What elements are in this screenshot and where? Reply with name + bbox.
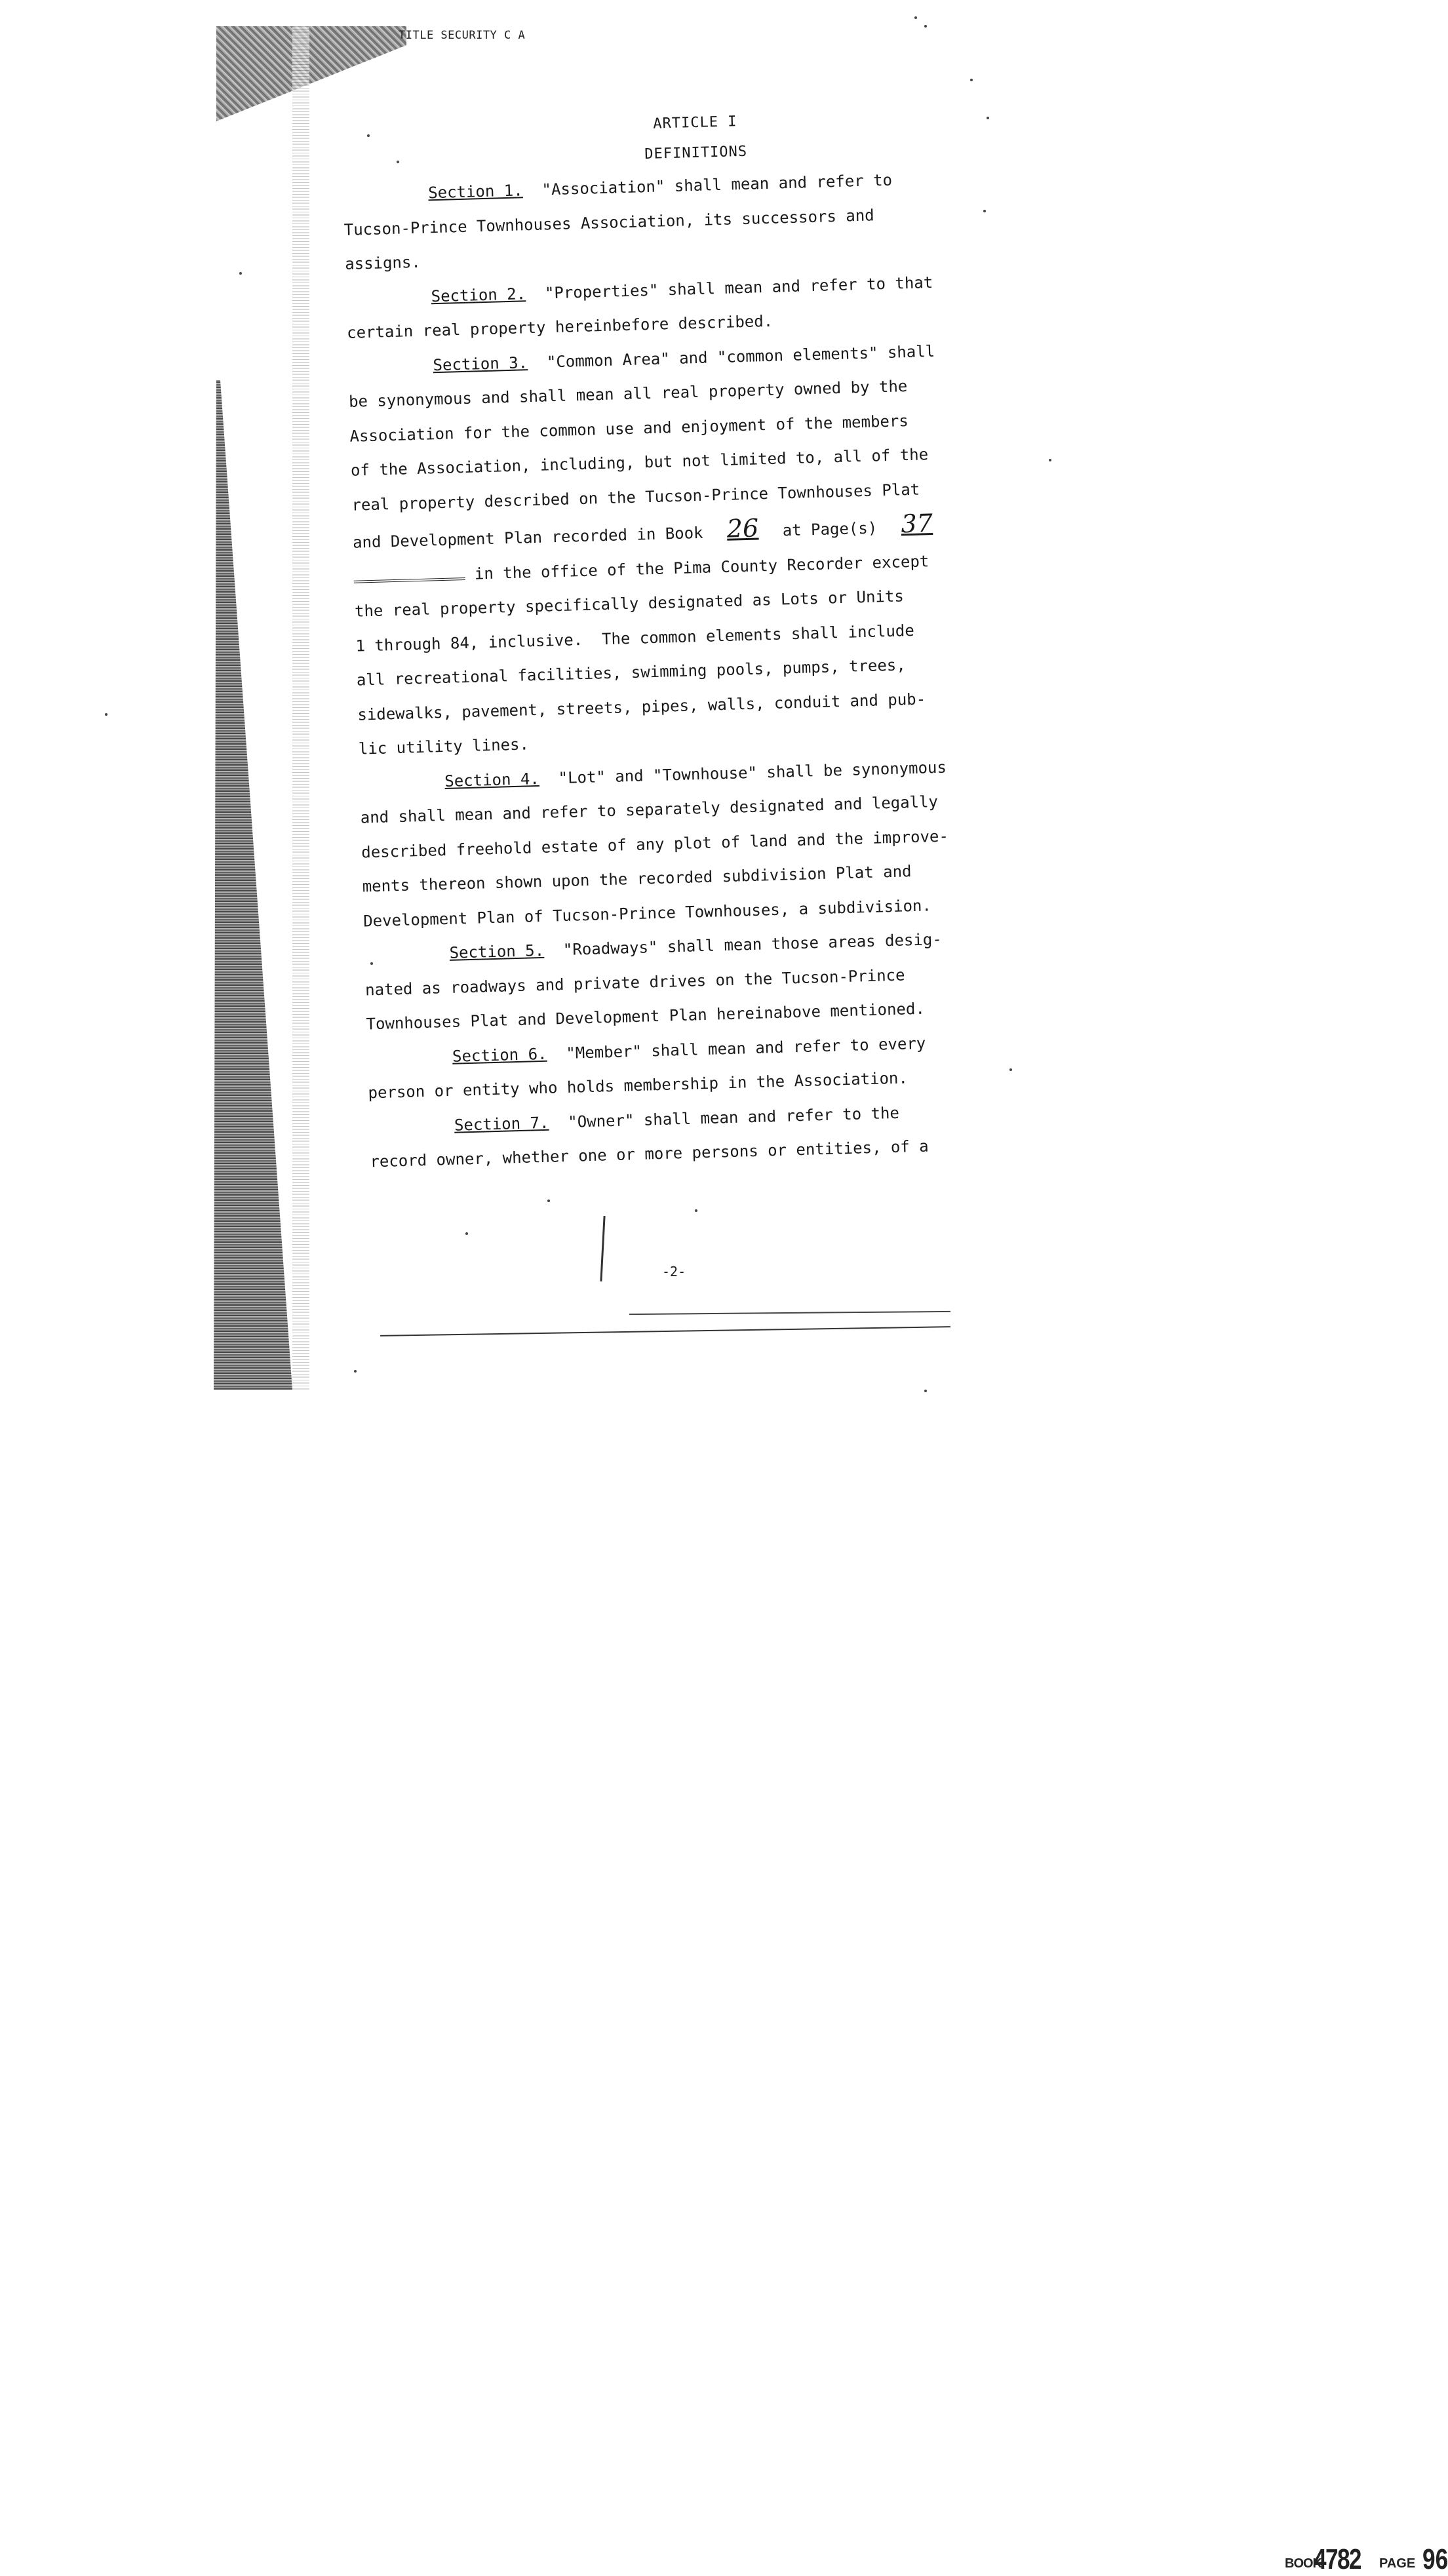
vertical-pen-mark (600, 1216, 605, 1281)
section-7-label: Section 7. (454, 1113, 549, 1135)
text-line: assigns. (344, 252, 421, 273)
text-line: all recreational facilities, swimming pools, pumps, trees, (356, 655, 907, 690)
scan-speck (987, 117, 989, 119)
section-6-label: Section 6. (452, 1044, 547, 1066)
scan-speck (354, 1370, 357, 1373)
page-number: -2- (662, 1264, 686, 1279)
title-security-stamp: TITLE SECURITY C A (399, 29, 526, 42)
section-2-line: Section 2. "Properties" shall mean and refer to that (431, 273, 933, 305)
section-5-line: Section 5. "Roadways" shall mean those areas desig- (449, 929, 943, 962)
text-line: Townhouses Plat and Development Plan hereinabove mentioned. (366, 999, 926, 1034)
scan-speck (465, 1232, 468, 1235)
scan-speck (970, 79, 973, 81)
scan-speck (924, 25, 927, 28)
text-line: record owner, whether one or more persons or entities, of a (370, 1137, 929, 1171)
section-3-label: Section 3. (433, 353, 528, 374)
recorder-line: in the office of the Pima County Recorder except (353, 541, 1009, 594)
handwritten-book-number: 26 (726, 513, 759, 543)
book-page-line: and Development Plan recorded in Book 26 at Page(s) 37 (352, 504, 1008, 560)
scan-speck (1049, 459, 1051, 461)
text-line: be synonymous and shall mean all real property owned by the (348, 377, 908, 411)
scan-speck (914, 16, 917, 19)
blank-fill-line (353, 569, 465, 583)
text-line: real property described on the Tucson-Prince Townhouses Plat (351, 480, 920, 515)
handwritten-page-number: 37 (900, 509, 933, 539)
article-subheading: DEFINITIONS (644, 143, 748, 163)
scan-speck (105, 713, 108, 716)
section-1-line: Section 1. "Association" shall mean and refer to (427, 170, 893, 203)
scan-speck (695, 1209, 697, 1212)
text-line: nated as roadways and private drives on the Tucson-Prince (364, 965, 905, 999)
scan-corner-artifact (216, 26, 406, 121)
section-1-label: Section 1. (427, 181, 524, 203)
page-label: PAGE (1379, 2556, 1416, 2571)
document-body (341, 100, 1026, 1179)
scan-speck (239, 272, 242, 275)
binding-edge-artifact (292, 26, 309, 1390)
page-value: 96 (1422, 2543, 1448, 2575)
text-line: person or entity who holds membership in the Association. (368, 1068, 909, 1103)
scan-speck (1009, 1068, 1012, 1071)
text-line: the real property specifically designated as Lots or Units (354, 587, 905, 621)
scan-shadow-wedge (214, 380, 292, 1390)
text-line: 1 through 84, inclusive. The common elements shall include (355, 621, 915, 655)
scan-speck (983, 210, 986, 212)
text-line: lic utility lines. (358, 735, 530, 758)
text-line: certain real property hereinbefore described. (346, 311, 773, 342)
text-line: and shall mean and refer to separately designated and legally (360, 792, 939, 827)
section-5-label: Section 5. (449, 941, 545, 962)
book-number: 4782 (1314, 2543, 1361, 2575)
text-line: Tucson-Prince Townhouses Association, its successors and (343, 205, 874, 239)
section-6-line: Section 6. "Member" shall mean and refer to every (452, 1034, 926, 1066)
section-7-line: Section 7. "Owner" shall mean and refer to the (454, 1103, 900, 1135)
section-2-label: Section 2. (431, 284, 526, 305)
book-label: BOOK (1285, 2556, 1321, 2571)
section-3-line: Section 3. "Common Area" and "common elements" shall (433, 342, 935, 374)
bottom-rule (380, 1326, 950, 1337)
scan-speck (367, 134, 370, 137)
text-line: sidewalks, pavement, streets, pipes, walls, conduit and pub- (357, 689, 926, 724)
text-line: described freehold estate of any plot of land and the improve- (361, 827, 949, 862)
stamp-underline (629, 1311, 950, 1315)
scan-speck (370, 962, 373, 965)
scan-speck (547, 1200, 550, 1202)
text-line: of the Association, including, but not limited to, all of the (350, 445, 929, 480)
section-4-label: Section 4. (444, 769, 540, 790)
article-heading: ARTICLE I (652, 113, 737, 132)
scan-speck (924, 1390, 927, 1392)
text-line: Association for the common use and enjoyment of the members (349, 411, 909, 446)
text-line: Development Plan of Tucson-Prince Townhouses, a subdivision. (362, 895, 932, 931)
scan-speck (397, 161, 399, 163)
text-line: ments thereon shown upon the recorded subdivision Plat and (362, 862, 912, 896)
section-4-line: Section 4. "Lot" and "Townhouse" shall be synonymous (444, 758, 947, 790)
